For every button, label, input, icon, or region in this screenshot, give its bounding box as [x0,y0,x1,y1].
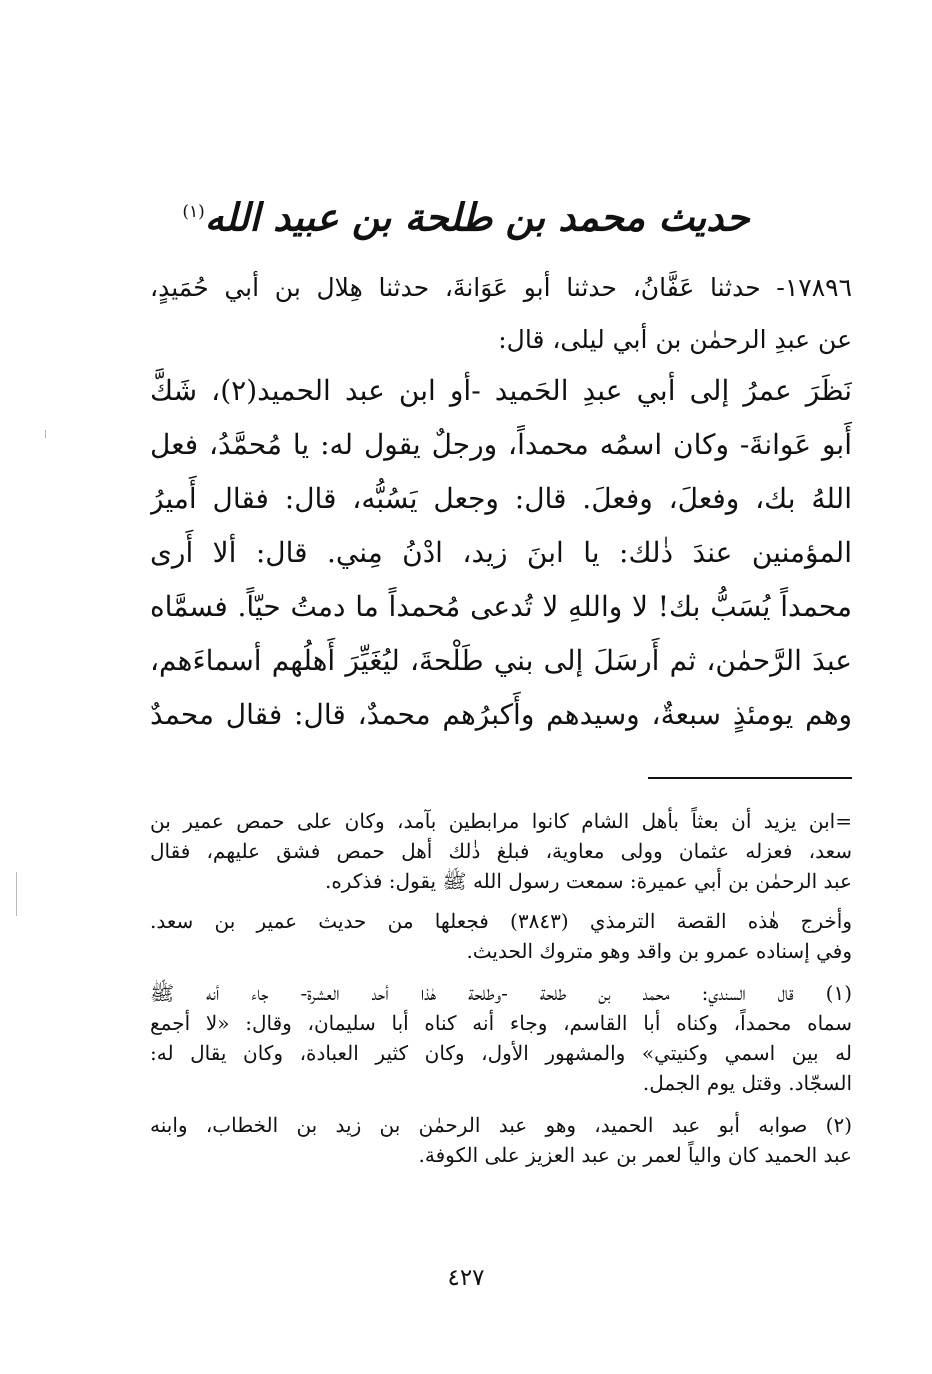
scan-mark-lower [16,872,17,916]
hadith-isnad [150,262,852,366]
chapter-title-text: حديث محمد بن طلحة بن عبيد الله [204,194,750,240]
note-spacer [150,966,852,978]
scan-mark-upper [45,430,46,438]
title-footnote-marker: (١) [182,202,205,222]
footnotes [150,806,852,1170]
isnad-line: عن عبدِ الرحمٰن بن أبي ليلى، قال: [498,325,852,354]
note-line: وأخرج هٰذه القصة الترمذي (٣٨٤٣) فجعلها من حديث عمير بن سعد. [150,909,852,933]
note-spacer [150,1098,852,1110]
chapter-title [180,172,752,258]
note-line: سعد، فعزله عثمان وولى معاوية، فبلغ ذٰلك أهل حمص فشق عليهم، فقال [150,839,852,863]
footnote-2-line: عبد الحميد كان والياً لعمر بن عبد العزيز على الكوفة. [418,1143,852,1167]
page-number: ٤٢٧ [447,1265,485,1291]
matn-line: نَظَرَ عمرُ إلى أبي عبدِ الحَميد -أو ابن عبد الحميد(٢)، شَكَّ [150,374,852,407]
matn-line: عبدَ الرَّحمٰن، ثم أَرسَلَ إلى بني طَلْحةَ، ليُغَيِّرَ أَهلُهم أسماءَهم، [150,644,852,677]
footnote-1-line: السجّاد. وقتل يوم الجمل. [642,1071,852,1095]
footnote-1-line: له بين اسمي وكنيتي» والمشهور الأول، وكان كثير العبادة، وكان يقال له: [150,1041,852,1065]
matn-line: وهم يومئذٍ سبعةٌ، وسيدهم وأَكبرُهم محمدٌ، قال: فقال محمدٌ [150,698,852,731]
isnad-line: ١٧٨٩٦- حدثنا عَفَّانُ، حدثنا أبو عَوَانةَ، حدثنا هِلال بن أبي حُمَيدٍ، [150,273,852,302]
matn-line: أَبو عَوانةَ- وكان اسمُه محمداً، ورجلٌ يقول له: يا مُحمَّدُ، فعل [150,428,852,461]
footnote-separator [648,777,852,779]
note-line: عبد الرحمٰن بن أبي عميرة: سمعت رسول الله ﷺ يقول: فذكره. [324,869,852,893]
note-line: وفي إسناده عمرو بن واقد وهو متروك الحديث. [466,939,852,963]
footnote-2-line: (٢) صوابه أبو عبد الحميد، وهو عبد الرحمٰن بن زيد بن الخطاب، وابنه [150,1113,852,1137]
matn-line: المؤمنين عندَ ذٰلك: يا ابنَ زيد، ادْنُ مِني. قال: ألا أَرى [150,536,852,569]
note-spacer [150,896,852,906]
footnote-1-line: سماه محمداً، وكناه أبا القاسم، وجاء أنه كناه أبا سليمان، وقال: «لا أجمع [150,1011,852,1035]
matn-line: اللهُ بك، وفعلَ، وفعلَ. قال: وجعل يَسُبُّه، قال: فقال أَميرُ [150,482,852,515]
footnote-1-line: (١) قال السندي: محمد بن طلحة -وطلحة هٰذا أحد العشرة- جاء أنه ﷺ [150,981,852,1005]
note-line: =ابن يزيد أن بعثاً بأهل الشام كانوا مرابطين بآمد، وكان على حمص عمير بن [150,809,852,833]
matn-line: محمداً يُسَبُّ بك! لا واللهِ لا تُدعى مُحمداً ما دمتُ حيّاً. فسمَّاه [150,590,852,623]
hadith-matn [150,364,852,742]
